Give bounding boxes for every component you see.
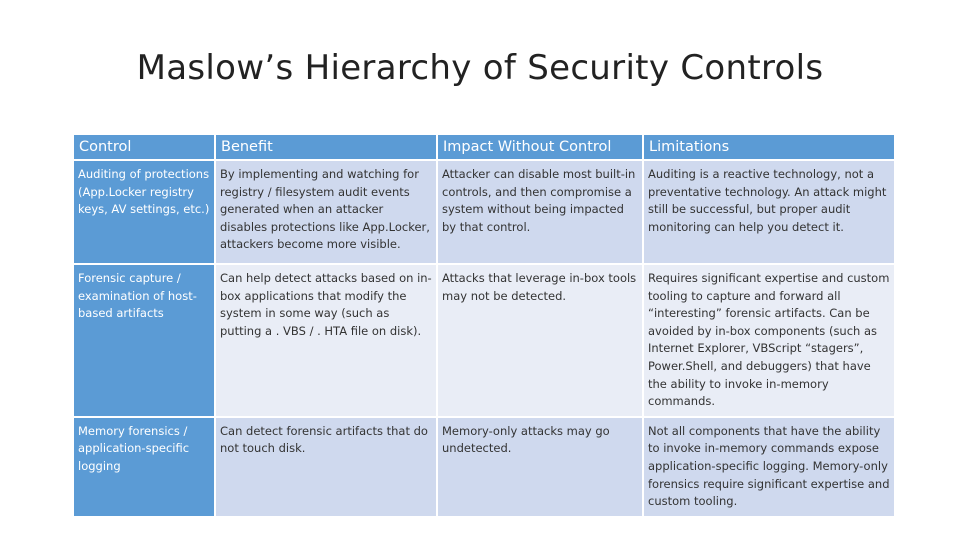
header-benefit: Benefit xyxy=(215,134,437,160)
cell-benefit: By implementing and watching for registry / filesystem audit events generated when an attacker disables protections like App.Locker, attackers become more visible. xyxy=(215,160,437,264)
table-header-row xyxy=(73,134,895,160)
slide-title: Maslow’s Hierarchy of Security Controls xyxy=(136,48,824,88)
cell-benefit: Can detect forensic artifacts that do not touch disk. xyxy=(215,417,437,517)
cell-limitations: Auditing is a reactive technology, not a preventative technology. An attack might still be successful, but proper audit monitoring can help you detect it. xyxy=(643,160,895,264)
cell-control: Forensic capture / examination of host-based artifacts xyxy=(73,264,215,417)
table-row xyxy=(73,417,895,517)
header-control: Control xyxy=(73,134,215,160)
cell-benefit: Can help detect attacks based on in-box applications that modify the system in some way (such as putting a . VBS / . HTA file on disk). xyxy=(215,264,437,417)
cell-impact: Attacker can disable most built-in controls, and then compromise a system without being impacted by that control. xyxy=(437,160,643,264)
header-impact: Impact Without Control xyxy=(437,134,643,160)
cell-control: Memory forensics / application-specific logging xyxy=(73,417,215,517)
cell-impact: Attacks that leverage in-box tools may not be detected. xyxy=(437,264,643,417)
cell-limitations: Requires significant expertise and custom tooling to capture and forward all “interesting” forensic artifacts. Can be avoided by in-box components (such as Internet Explorer, VBScript “stagers”, Power.Shell, and debuggers) that have the ability to invoke in-memory commands. xyxy=(643,264,895,417)
security-controls-table xyxy=(72,133,896,518)
table-row xyxy=(73,264,895,417)
cell-control: Auditing of protections (App.Locker registry keys, AV settings, etc.) xyxy=(73,160,215,264)
table-row xyxy=(73,160,895,264)
cell-limitations: Not all components that have the ability to invoke in-memory commands expose application-specific logging. Memory-only forensics require significant expertise and custom tooling. xyxy=(643,417,895,517)
cell-impact: Memory-only attacks may go undetected. xyxy=(437,417,643,517)
header-limitations: Limitations xyxy=(643,134,895,160)
